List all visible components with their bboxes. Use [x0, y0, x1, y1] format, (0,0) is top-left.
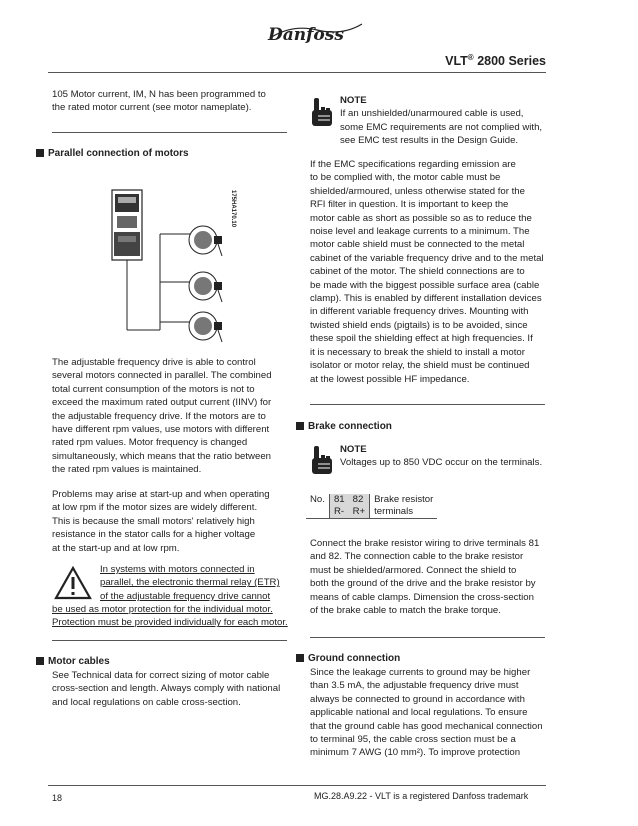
- series-title: VLT® 2800 Series: [445, 53, 546, 69]
- emc-body: If the EMC specifications regarding emission are to be complied with, the motor cable must be shielded/armoured, unless otherwise stated for the RFI filter in question. It is important to keep the motor cable as short as possible so as to reduce the noise level and leakage currents to a minimum. The motor cable shield must be connected to the metal cabinet of the variable frequency drive and to the metal cabinet of the motor. The shield connections are to be made with the biggest possible surface area (cable clamp). This is enabled by different installation devices in different variable frequency drives. Mounting with twisted shield ends (pigtails) is to be avoided, since these spoil the shielding effect at high frequencies. If it is necessary to break the shield to install a motor isolator or motor relay, the shield must be continued at the lowest possible HF impedance.: [310, 159, 544, 385]
- motor-cables-body: See Technical data for correct sizing of motor cable cross-section and length. Always comply with national and local regulations on cable cross-section.: [52, 670, 281, 708]
- parallel-heading: Parallel connection of motors: [36, 148, 189, 159]
- problems-body: Problems may arise at start-up and when operating at low rpm if the motor sizes are widely different. This is because the small motors' relatively high resistance in the stator calls for a higher voltage at the start-up and at low rpm.: [52, 489, 270, 554]
- divider: [310, 404, 545, 405]
- motor-1-icon: [189, 226, 222, 256]
- note1: NOTE If an unshielded/unarmoured cable is used, some EMC requirements are not complied with, see EMC test results in the Design Guide.: [340, 95, 543, 147]
- brake-terminal-table: No. 81 82 Brake resistor R- R+ terminals: [306, 494, 437, 519]
- bullet-square-icon: [36, 657, 44, 665]
- motor-cables-heading: Motor cables: [36, 656, 110, 667]
- brake-heading: Brake connection: [296, 421, 392, 432]
- ground-body: Since the leakage currents to ground may be higher than 3.5 mA, the adjustable frequency drive must always be connected to ground in accordance with applicable national and local regulations. To ensure that the ground cable has good mechanical connection to terminal 95, the cable cross section must be a minimum 7 AWG (10 mm²). To improve protection: [310, 667, 543, 759]
- motor-3-icon: [189, 312, 222, 342]
- page-number: 18: [52, 793, 63, 803]
- note-hand-icon: [310, 96, 338, 130]
- warning-icon: [54, 566, 92, 600]
- divider: [52, 132, 287, 133]
- divider: [52, 640, 287, 641]
- svg-text:Danfoss: Danfoss: [268, 25, 344, 45]
- figure-code: 175HA170.10: [230, 190, 236, 228]
- brake-body: Connect the brake resistor wiring to drive terminals 81 and 82. The connection cable to the brake resistor must be shielded/armored. Connect the shield to both the ground of the drive and the brake resistor by means of cable clamps. Dimension the cross-section of the brake cable to match the brake torque.: [310, 538, 540, 617]
- divider: [310, 637, 545, 638]
- warning-text-bottom: be used as motor protection for the individual motor. Protection must be provided individually for each motor.: [52, 604, 288, 629]
- parallel-body: The adjustable frequency drive is able to control several motors connected in parallel. The combined total current consumption of the motors is not to exceed the maximum rated output current (IINV) for the adjustable frequency drive. If the motors are to have different rpm values, use motors with different rated rpm values. Motor frequency is changed simultaneously, which means that the ratio between the rated rpm values is maintained.: [52, 357, 272, 476]
- bullet-square-icon: [36, 149, 44, 157]
- parallel-motors-diagram: [100, 182, 260, 347]
- intro-text: 105 Motor current, IM, N has been programmed to the rated motor current (see motor nameplate).: [52, 89, 266, 114]
- note-hand-icon: [310, 444, 338, 478]
- ground-heading: Ground connection: [296, 653, 400, 664]
- doc-reference: MG.28.A9.22 - VLT is a registered Danfoss trademark: [314, 791, 529, 801]
- danfoss-logo: [262, 18, 367, 48]
- header-rule: [48, 72, 546, 73]
- note2: NOTE Voltages up to 850 VDC occur on the terminals.: [340, 444, 543, 469]
- footer-rule: [48, 785, 546, 786]
- bullet-square-icon: [296, 422, 304, 430]
- motor-2-icon: [189, 272, 222, 302]
- bullet-square-icon: [296, 654, 304, 662]
- warning-text-top: In systems with motors connected in parallel, the electronic thermal relay (ETR) of the adjustable frequency drive cannot: [100, 564, 280, 602]
